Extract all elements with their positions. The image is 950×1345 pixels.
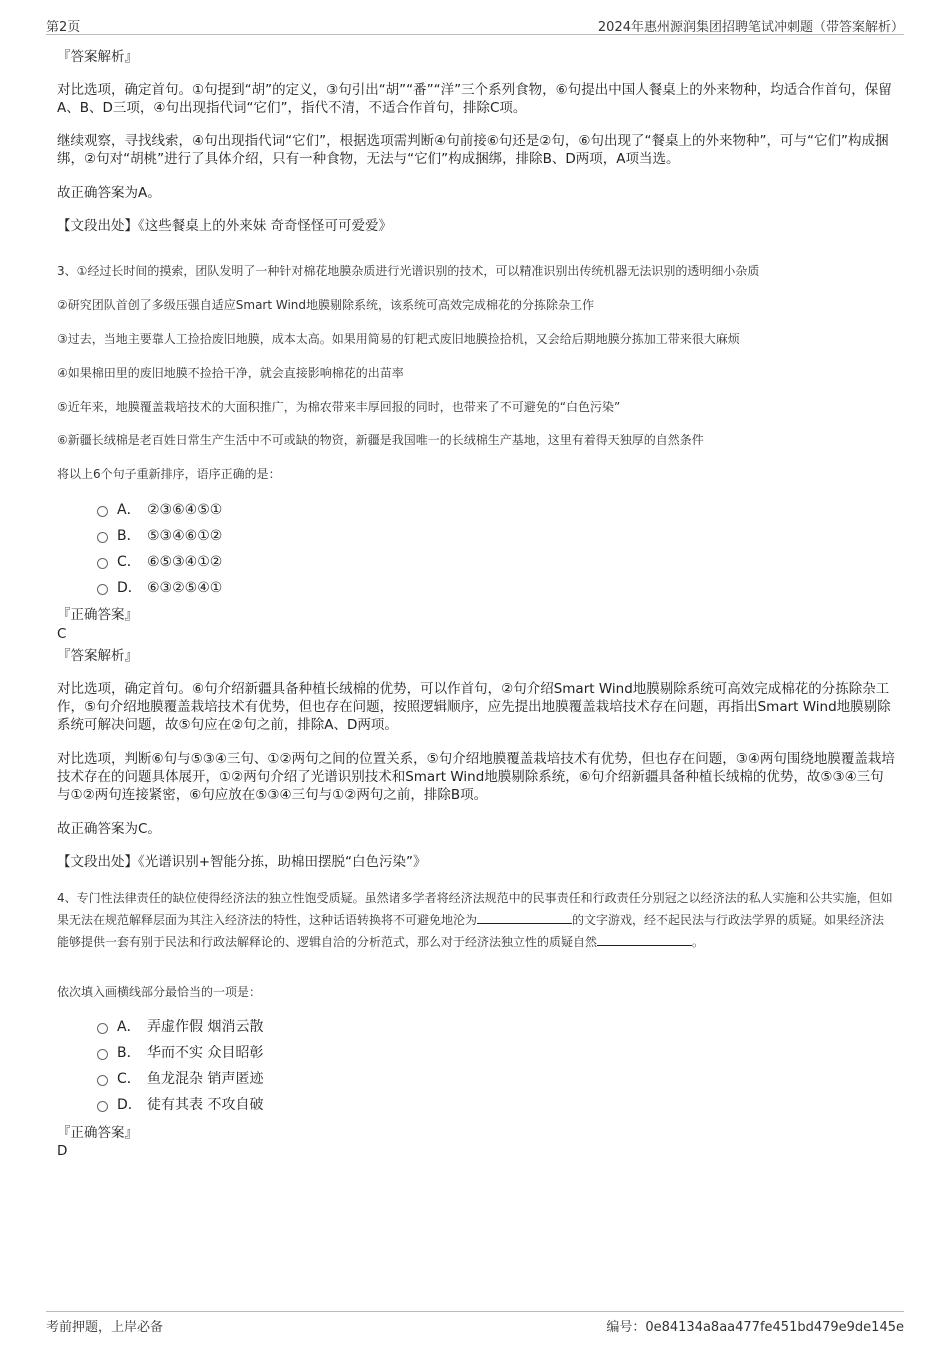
radio-icon[interactable] [97, 532, 108, 543]
radio-icon[interactable] [97, 558, 108, 569]
q3-sentence-6: ⑥新疆长绒棉是老百姓日常生产生活中不可或缺的物资，新疆是我国唯一的长绒棉生产基地，这里有着得天独厚的自然条件 [57, 433, 704, 447]
q3-sentence-3: ③过去，当地主要靠人工捡拾废旧地膜，成本太高。如果用简易的钉耙式废旧地膜捡拾机，又会给后期地膜分拣加工带来很大麻烦 [57, 332, 740, 346]
radio-icon[interactable] [97, 506, 108, 517]
page-number: 第2页 [46, 20, 81, 35]
q2-analysis-paragraph-2: 继续观察，寻找线索，④句出现指代词“它们”，根据选项需判断④句前接⑥句还是②句，⑥句出现了“餐桌上的外来物种”，可与“它们”构成捆绑，②句对“胡桃”进行了具体介绍，只有一种食物，无法与“它们”构成捆绑，排除B、D两项，A项当选。 [57, 133, 889, 167]
document-title: 2024年惠州源润集团招聘笔试冲刺题（带答案解析） [597, 20, 904, 35]
q3-answer-label: 『正确答案』 [57, 607, 138, 623]
q3-option-b[interactable]: B． ⑤③④⑥①② [97, 526, 222, 546]
q3-conclusion: 故正确答案为C。 [57, 821, 161, 837]
q2-source: 【文段出处】《这些餐桌上的外来妹 奇奇怪怪可可爱爱》 [57, 218, 393, 234]
q3-sentence-1: 3、①经过长时间的摸索，团队发明了一种针对棉花地膜杂质进行光谱识别的技术，可以精准识别出传统机器无法识别的透明细小杂质 [57, 264, 760, 278]
page-header [46, 14, 904, 35]
radio-icon[interactable] [97, 1049, 108, 1060]
blank-1 [477, 911, 572, 924]
q4-answer-label: 『正确答案』 [57, 1125, 138, 1141]
q2-analysis-label: 『答案解析』 [57, 49, 138, 65]
footer-slogan: 考前押题，上岸必备 [46, 1320, 164, 1335]
q3-option-a[interactable]: A． ②③⑥④⑤① [97, 500, 222, 520]
q3-analysis-paragraph-2: 对比选项，判断⑥句与⑤③④三句、①②两句之间的位置关系，⑤句介绍地膜覆盖栽培技术有优势，但也存在问题，③④两句围绕地膜覆盖栽培技术存在的问题具体展开，①②两句介绍了光谱识别技术和Smart Wind地膜剔除系统，⑥句介绍新疆具备种植长绒棉的优势，故⑤③④三句与①②两句连接紧密，⑥句应放在⑤③④三句与①②两句之前，排除B项。 [57, 751, 895, 803]
radio-icon[interactable] [97, 1101, 108, 1112]
q3-sentence-5: ⑤近年来，地膜覆盖栽培技术的大面积推广，为棉农带来丰厚回报的同时，也带来了不可避免的“白色污染” [57, 400, 621, 414]
radio-icon[interactable] [97, 1075, 108, 1086]
q4-option-d[interactable]: D． 徒有其表 不攻自破 [97, 1095, 263, 1115]
q3-option-c[interactable]: C． ⑥⑤③④①② [97, 552, 222, 572]
q3-prompt: 将以上6个句子重新排序，语序正确的是： [57, 467, 281, 481]
q3-sentence-4: ④如果棉田里的废旧地膜不捡拾干净，就会直接影响棉花的出苗率 [57, 366, 404, 380]
q3-sentence-2: ②研究团队首创了多级压强自适应Smart Wind地膜剔除系统，该系统可高效完成棉花的分拣除杂工作 [57, 298, 595, 312]
document-id: 编号：0e84134a8aa477fe451bd479e9de145e [606, 1320, 904, 1335]
q3-source: 【文段出处】《光谱识别+智能分拣，助棉田摆脱“白色污染”》 [57, 854, 427, 870]
blank-2 [597, 933, 692, 946]
radio-icon[interactable] [97, 584, 108, 595]
page-footer [46, 1311, 904, 1334]
q3-analysis-paragraph-1: 对比选项，确定首句。⑥句介绍新疆具备种植长绒棉的优势，可以作首句，②句介绍Smart Wind地膜剔除系统可高效完成棉花的分拣除杂工作，⑤句介绍地膜覆盖栽培技术有优势，但也存在问题，按照逻辑顺序，应先提出地膜覆盖栽培技术存在问题，再指出Smart Wind地膜剔除系统可解决问题，故⑤句应在②句之前，排除A、D两项。 [57, 681, 891, 733]
radio-icon[interactable] [97, 1023, 108, 1034]
q4-option-b[interactable]: B． 华而不实 众目昭彰 [97, 1043, 263, 1063]
q3-analysis-label: 『答案解析』 [57, 648, 138, 664]
q2-analysis-paragraph-1: 对比选项，确定首句。①句提到“胡”的定义，③句引出“胡”“番”“洋”三个系列食物，⑥句提出中国人餐桌上的外来物种，均适合作首句，保留A、B、D三项，④句出现指代词“它们”，指代不清，不适合作首句，排除C项。 [57, 82, 892, 116]
q4-prompt: 依次填入画横线部分最恰当的一项是： [57, 985, 262, 999]
q4-option-c[interactable]: C． 鱼龙混杂 销声匿迹 [97, 1069, 263, 1089]
q3-answer: C [57, 626, 67, 642]
q3-option-d[interactable]: D． ⑥③②⑤④① [97, 578, 222, 598]
q4-stem: 4、专门性法律责任的缺位使得经济法的独立性饱受质疑。虽然诸多学者将经济法规范中的民事责任和行政责任分别冠之以经济法的私人实施和公共实施，但如果无法在规范解释层面为其注入经济法的特性，这种话语转换将不可避免地沦为 的文字游戏，经不起民法与行政法学界的质疑。如果经济法能够提供一套有别于民法和行政法解释论的、逻辑自洽的分析范式，那么对于经济法独立性的质疑自然 。 [57, 891, 893, 949]
q2-conclusion: 故正确答案为A。 [57, 185, 161, 201]
q4-option-a[interactable]: A． 弄虚作假 烟消云散 [97, 1017, 263, 1037]
q4-answer: D [57, 1143, 68, 1159]
